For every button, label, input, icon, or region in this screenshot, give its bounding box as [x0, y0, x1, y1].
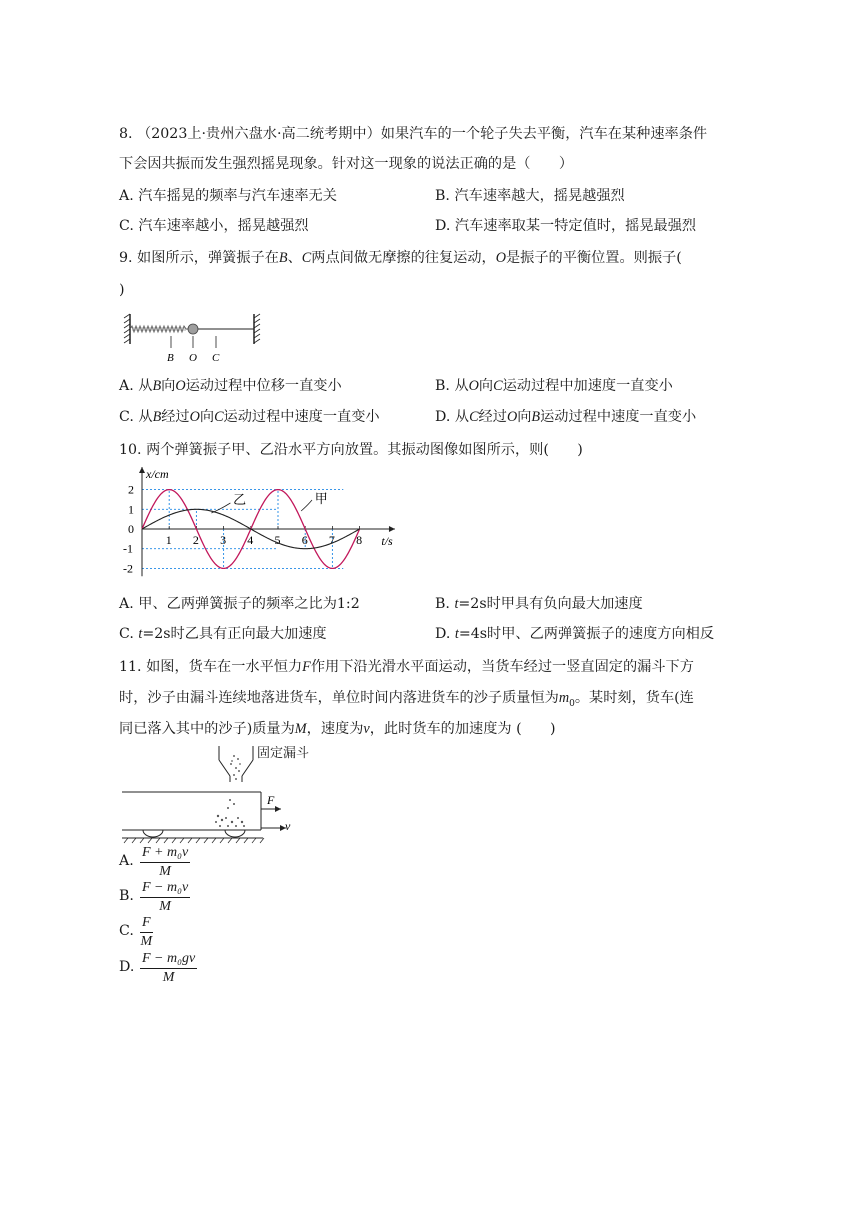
q11-option-a-fraction[interactable]: $\frac{\text{F + m₀v}}{M}$: [142, 845, 189, 879]
t-tick-label: 2: [192, 533, 199, 547]
chart-axes: [139, 467, 395, 576]
right-wall-hatch: [254, 314, 260, 343]
funnel-label: 固定漏斗: [257, 745, 310, 760]
y-axis-label: x/cm: [146, 467, 169, 481]
q9-option-d[interactable]: D. 从C经过O向B运动过程中速度一直变小: [435, 409, 697, 425]
t-tick-label: 6: [301, 533, 308, 547]
funnel-sand: [230, 755, 241, 780]
q8-stem-line1: 8. （2023上·贵州六盘水·高二统考期中）如果汽车的一个轮子失去平衡，汽车在某种速率条件: [119, 126, 708, 142]
q9-option-b[interactable]: B. 从O向C运动过程中加速度一直变小: [435, 378, 673, 394]
t-axis-arrow: [389, 526, 395, 532]
q8-stem-line2: 下会因共振而发生强烈摇晃现象。针对这一现象的说法正确的是（ ）: [119, 156, 574, 172]
x-tick-label: -1: [123, 541, 133, 556]
q11-option-c-label[interactable]: C.: [119, 923, 134, 939]
q11-option-c-fraction[interactable]: $\frac{F}{M}$: [140, 915, 153, 949]
t-tick-label: 7: [328, 533, 335, 547]
series-label-jia: 甲: [314, 491, 328, 506]
force-label: F: [267, 793, 275, 807]
wheel-right: [225, 830, 245, 837]
q11-option-b-fraction[interactable]: $\frac{\text{F − m₀v}}{M}$: [142, 880, 189, 914]
x-tick-label: 2: [128, 482, 134, 497]
left-wall-hatch: [124, 314, 130, 343]
velocity-label: v: [285, 819, 291, 833]
label-c: C: [212, 352, 220, 364]
x-tick-label: -2: [123, 561, 133, 576]
q9-stem-line2: ): [119, 282, 125, 298]
q10-option-d[interactable]: D. t=4s时甲、乙两弹簧振子的速度方向相反: [435, 626, 715, 642]
t-tick-label: 4: [247, 533, 254, 547]
q8-option-a[interactable]: A. 汽车摇晃的频率与汽车速率无关: [119, 188, 337, 204]
q8-option-c[interactable]: C. 汽车速率越小，摇晃越强烈: [119, 218, 309, 234]
q11-stem-line1: 11. 如图，货车在一水平恒力F作用下沿光滑水平面运动，当货车经过一竖直固定的漏斗下方: [119, 659, 694, 675]
oscillator-ball: [188, 324, 198, 334]
wheel-left: [143, 830, 163, 837]
series-label-yi: 乙: [233, 492, 247, 507]
q11-stem-line3: 同已落入其中的沙子)质量为M，速度为v，此时货车的加速度为 ( ): [119, 721, 556, 737]
q11-option-d-fraction[interactable]: $\frac{\text{F − m₀gv}}{M}$: [142, 951, 196, 985]
ground-hatch: [124, 838, 264, 843]
t-tick-label: 3: [220, 533, 227, 547]
q11-option-a-label[interactable]: A.: [119, 853, 134, 869]
truck-sand: [215, 799, 245, 827]
q10-option-a[interactable]: A. 甲、乙两弹簧振子的频率之比为1:2: [119, 596, 360, 612]
spring-oscillator-figure: [118, 308, 268, 366]
q11-option-d-label[interactable]: D.: [119, 959, 135, 975]
x-tick-label: 1: [128, 502, 134, 517]
q10-stem: 10. 两个弹簧振子甲、乙沿水平方向放置。其振动图像如图所示，则( ): [119, 442, 583, 458]
q11-stem-line2: 时，沙子由漏斗连续地落进货车，单位时间内落进货车的沙子质量恒为$m_0$。某时刻，货车(连: [119, 690, 694, 709]
q11-option-b-label[interactable]: B.: [119, 888, 134, 904]
q9-option-a[interactable]: A. 从B向O运动过程中位移一直变小: [119, 378, 342, 394]
label-b: B: [167, 352, 174, 364]
jia-leader: [301, 500, 312, 511]
x-axis-arrow: [139, 467, 145, 473]
t-tick-label: 1: [165, 533, 172, 547]
t-tick-label: 5: [274, 533, 281, 547]
t-tick-label: 8: [356, 533, 363, 547]
q10-option-c[interactable]: C. t=2s时乙具有正向最大加速度: [119, 626, 327, 642]
q10-option-b[interactable]: B. t=2s时甲具有负向最大加速度: [435, 596, 643, 612]
q8-option-b[interactable]: B. 汽车速率越大，摇晃越强烈: [435, 188, 625, 204]
label-o: O: [189, 352, 197, 364]
x-axis-label: t/s: [381, 534, 393, 548]
q9-stem-line1: 9. 如图所示，弹簧振子在B、C两点间做无摩擦的往复运动，O是振子的平衡位置。则振子(: [119, 250, 682, 266]
vibration-chart: [118, 463, 408, 585]
q9-option-c[interactable]: C. 从B经过O向C运动过程中速度一直变小: [119, 409, 380, 425]
truck-funnel-figure: [118, 742, 310, 846]
q8-option-d[interactable]: D. 汽车速率取某一特定值时，摇晃最强烈: [435, 218, 697, 234]
x-tick-label: 0: [128, 522, 134, 536]
yi-leader: [211, 503, 230, 513]
